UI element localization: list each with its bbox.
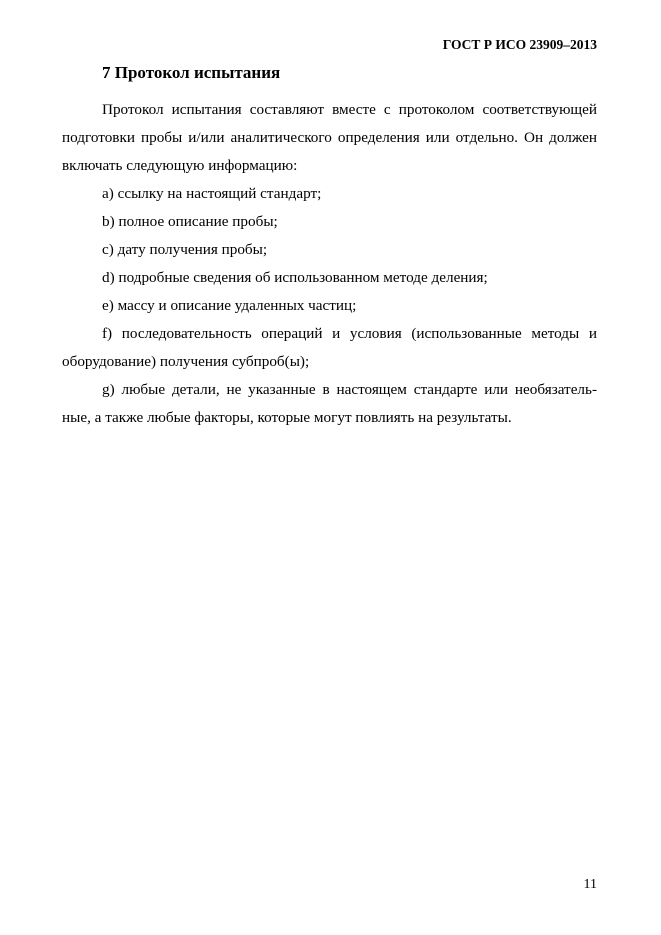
list-item-g: g) любые детали, не указанные в настоящем стандарте или необязатель- (102, 381, 597, 398)
list-item-b: b) полное описание пробы; (102, 213, 278, 230)
list-item-f-cont: оборудование) получения субпроб(ы); (62, 353, 310, 370)
section-body (62, 96, 597, 432)
intro-line: подготовки пробы и/или аналитического определения или отдельно. Он должен (62, 129, 597, 146)
list-item-f: f) последовательность операций и условия (использованные методы и (102, 325, 597, 342)
list-item-e: e) массу и описание удаленных частиц; (102, 297, 357, 314)
intro-line: включать следующую информацию: (62, 157, 298, 174)
list-item-g-cont: ные, а также любые факторы, которые могут повлиять на результаты. (62, 409, 512, 426)
intro-line: Протокол испытания составляют вместе с протоколом соответствующей (102, 101, 597, 118)
list-item-c: c) дату получения пробы; (102, 241, 268, 258)
list-item-d: d) подробные сведения об использованном методе деления; (102, 269, 488, 286)
section-heading: 7 Протокол испытания (102, 63, 281, 82)
document-header: ГОСТ Р ИСО 23909–2013 (442, 37, 597, 52)
list-item-a: а) ссылку на настоящий стандарт; (102, 185, 322, 202)
page-number: 11 (583, 877, 597, 892)
